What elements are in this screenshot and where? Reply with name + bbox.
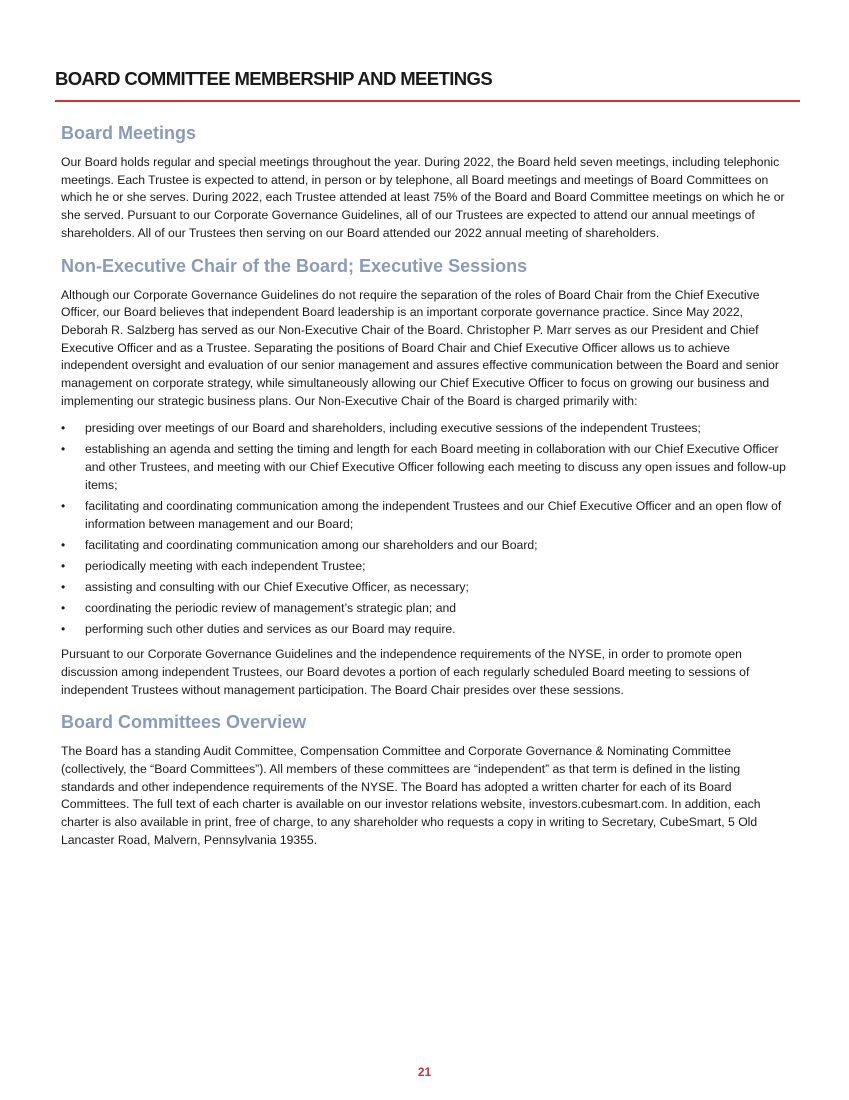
- list-item-text: assisting and consulting with our Chief Executive Officer, as necessary;: [85, 579, 469, 594]
- list-item: [61, 600, 793, 618]
- page-content: [61, 120, 793, 860]
- list-item: [61, 579, 793, 597]
- list-item-text: facilitating and coordinating communication among the independent Trustees and our Chief Executive Officer and an open flow of information between management and our Board;: [85, 498, 782, 531]
- list-item-text: facilitating and coordinating communication among our shareholders and our Board;: [85, 537, 538, 552]
- list-item: [61, 621, 793, 639]
- list-item-text: performing such other duties and services as our Board may require.: [85, 621, 456, 636]
- list-item-text: establishing an agenda and setting the timing and length for each Board meeting in collaboration with our Chief Executive Officer and other Trustees, and meeting with our Chief Executive Officer following each meeting to discuss any open issues and follow-up items;: [85, 442, 786, 492]
- section-non-executive-chair: [61, 253, 793, 700]
- page-number: 21: [417, 1065, 432, 1079]
- list-item: [61, 537, 793, 555]
- section-heading-board-meetings: Board Meetings: [61, 123, 197, 143]
- list-item: [61, 498, 793, 533]
- bullet-icon: •: [61, 621, 66, 636]
- chair-duties-list: [61, 420, 793, 638]
- list-item-text: periodically meeting with each independent Trustee;: [85, 558, 366, 573]
- list-item-text: coordinating the periodic review of management’s strategic plan; and: [85, 600, 457, 615]
- bullet-icon: •: [61, 498, 66, 513]
- list-item-text: presiding over meetings of our Board and shareholders, including executive sessions of the independent Trustees;: [85, 421, 701, 436]
- bullet-icon: •: [61, 600, 66, 615]
- list-item: [61, 420, 793, 438]
- bullet-icon: •: [61, 579, 66, 594]
- paragraph-executive-sessions: Pursuant to our Corporate Governance Guidelines and the independence requirements of the NYSE, in order to promote open discussion among independent Trustees, our Board devotes a portion of each regularly scheduled Board meeting to sessions of independent Trustees without management participation. The Board Chair presides over these sessions.: [61, 647, 750, 697]
- paragraph-board-committees: The Board has a standing Audit Committee, Compensation Committee and Corporate Governance & Nominating Committee (collectively, the “Board Committees”). All members of these committees are “independent” as that term is defined in the listing standards and other independence requirements of the NYSE. The Board has adopted a written charter for each of its Board Committees. The full text of each charter is available on our investor relations website, investors.cubesmart.com. In addition, each charter is also available in print, free of charge, to any shareholder who requests a copy in writing to Secretary, CubeSmart, 5 Old Lancaster Road, Malvern, Pennsylvania 19355.: [61, 744, 761, 847]
- title-divider: [55, 100, 800, 102]
- paragraph-chair-intro: Although our Corporate Governance Guidelines do not require the separation of the roles of Board Chair from the Chief Executive Officer, our Board believes that independent Board leadership is an important corporate governance practice. Since May 2022, Deborah R. Salzberg has served as our Non-Executive Chair of the Board. Christopher P. Marr serves as our President and Chief Executive Officer and as a Trustee. Separating the positions of Board Chair and Chief Executive Officer allows us to achieve independent oversight and evaluation of our senior management and assures effective communication between the Board and senior management on corporate strategy, while simultaneously allowing our Chief Executive Officer to focus on growing our business and implementing our strategic business plans. Our Non-Executive Chair of the Board is charged primarily with:: [61, 287, 779, 408]
- list-item: [61, 441, 793, 494]
- bullet-icon: •: [61, 558, 66, 573]
- section-board-meetings: [61, 120, 793, 243]
- list-item: [61, 558, 793, 576]
- section-board-committees: [61, 709, 793, 849]
- page-title: BOARD COMMITTEE MEMBERSHIP AND MEETINGS: [55, 68, 493, 89]
- paragraph-board-meetings: Our Board holds regular and special meetings throughout the year. During 2022, the Board held seven meetings, including telephonic meetings. Each Trustee is expected to attend, in person or by telephone, all Board meetings and meetings of Board Committees on which he or she serves. During 2022, each Trustee attended at least 75% of the Board and Board Committee meetings on which he or she served. Pursuant to our Corporate Governance Guidelines, all of our Trustees are expected to attend our annual meetings of shareholders. All of our Trustees then serving on our Board attended our 2022 annual meeting of shareholders.: [61, 155, 785, 240]
- section-heading-board-committees: Board Committees Overview: [61, 712, 307, 733]
- bullet-icon: •: [61, 442, 66, 457]
- bullet-icon: •: [61, 537, 66, 552]
- bullet-icon: •: [61, 421, 66, 436]
- section-heading-non-executive-chair: Non-Executive Chair of the Board; Executive Sessions: [61, 255, 528, 276]
